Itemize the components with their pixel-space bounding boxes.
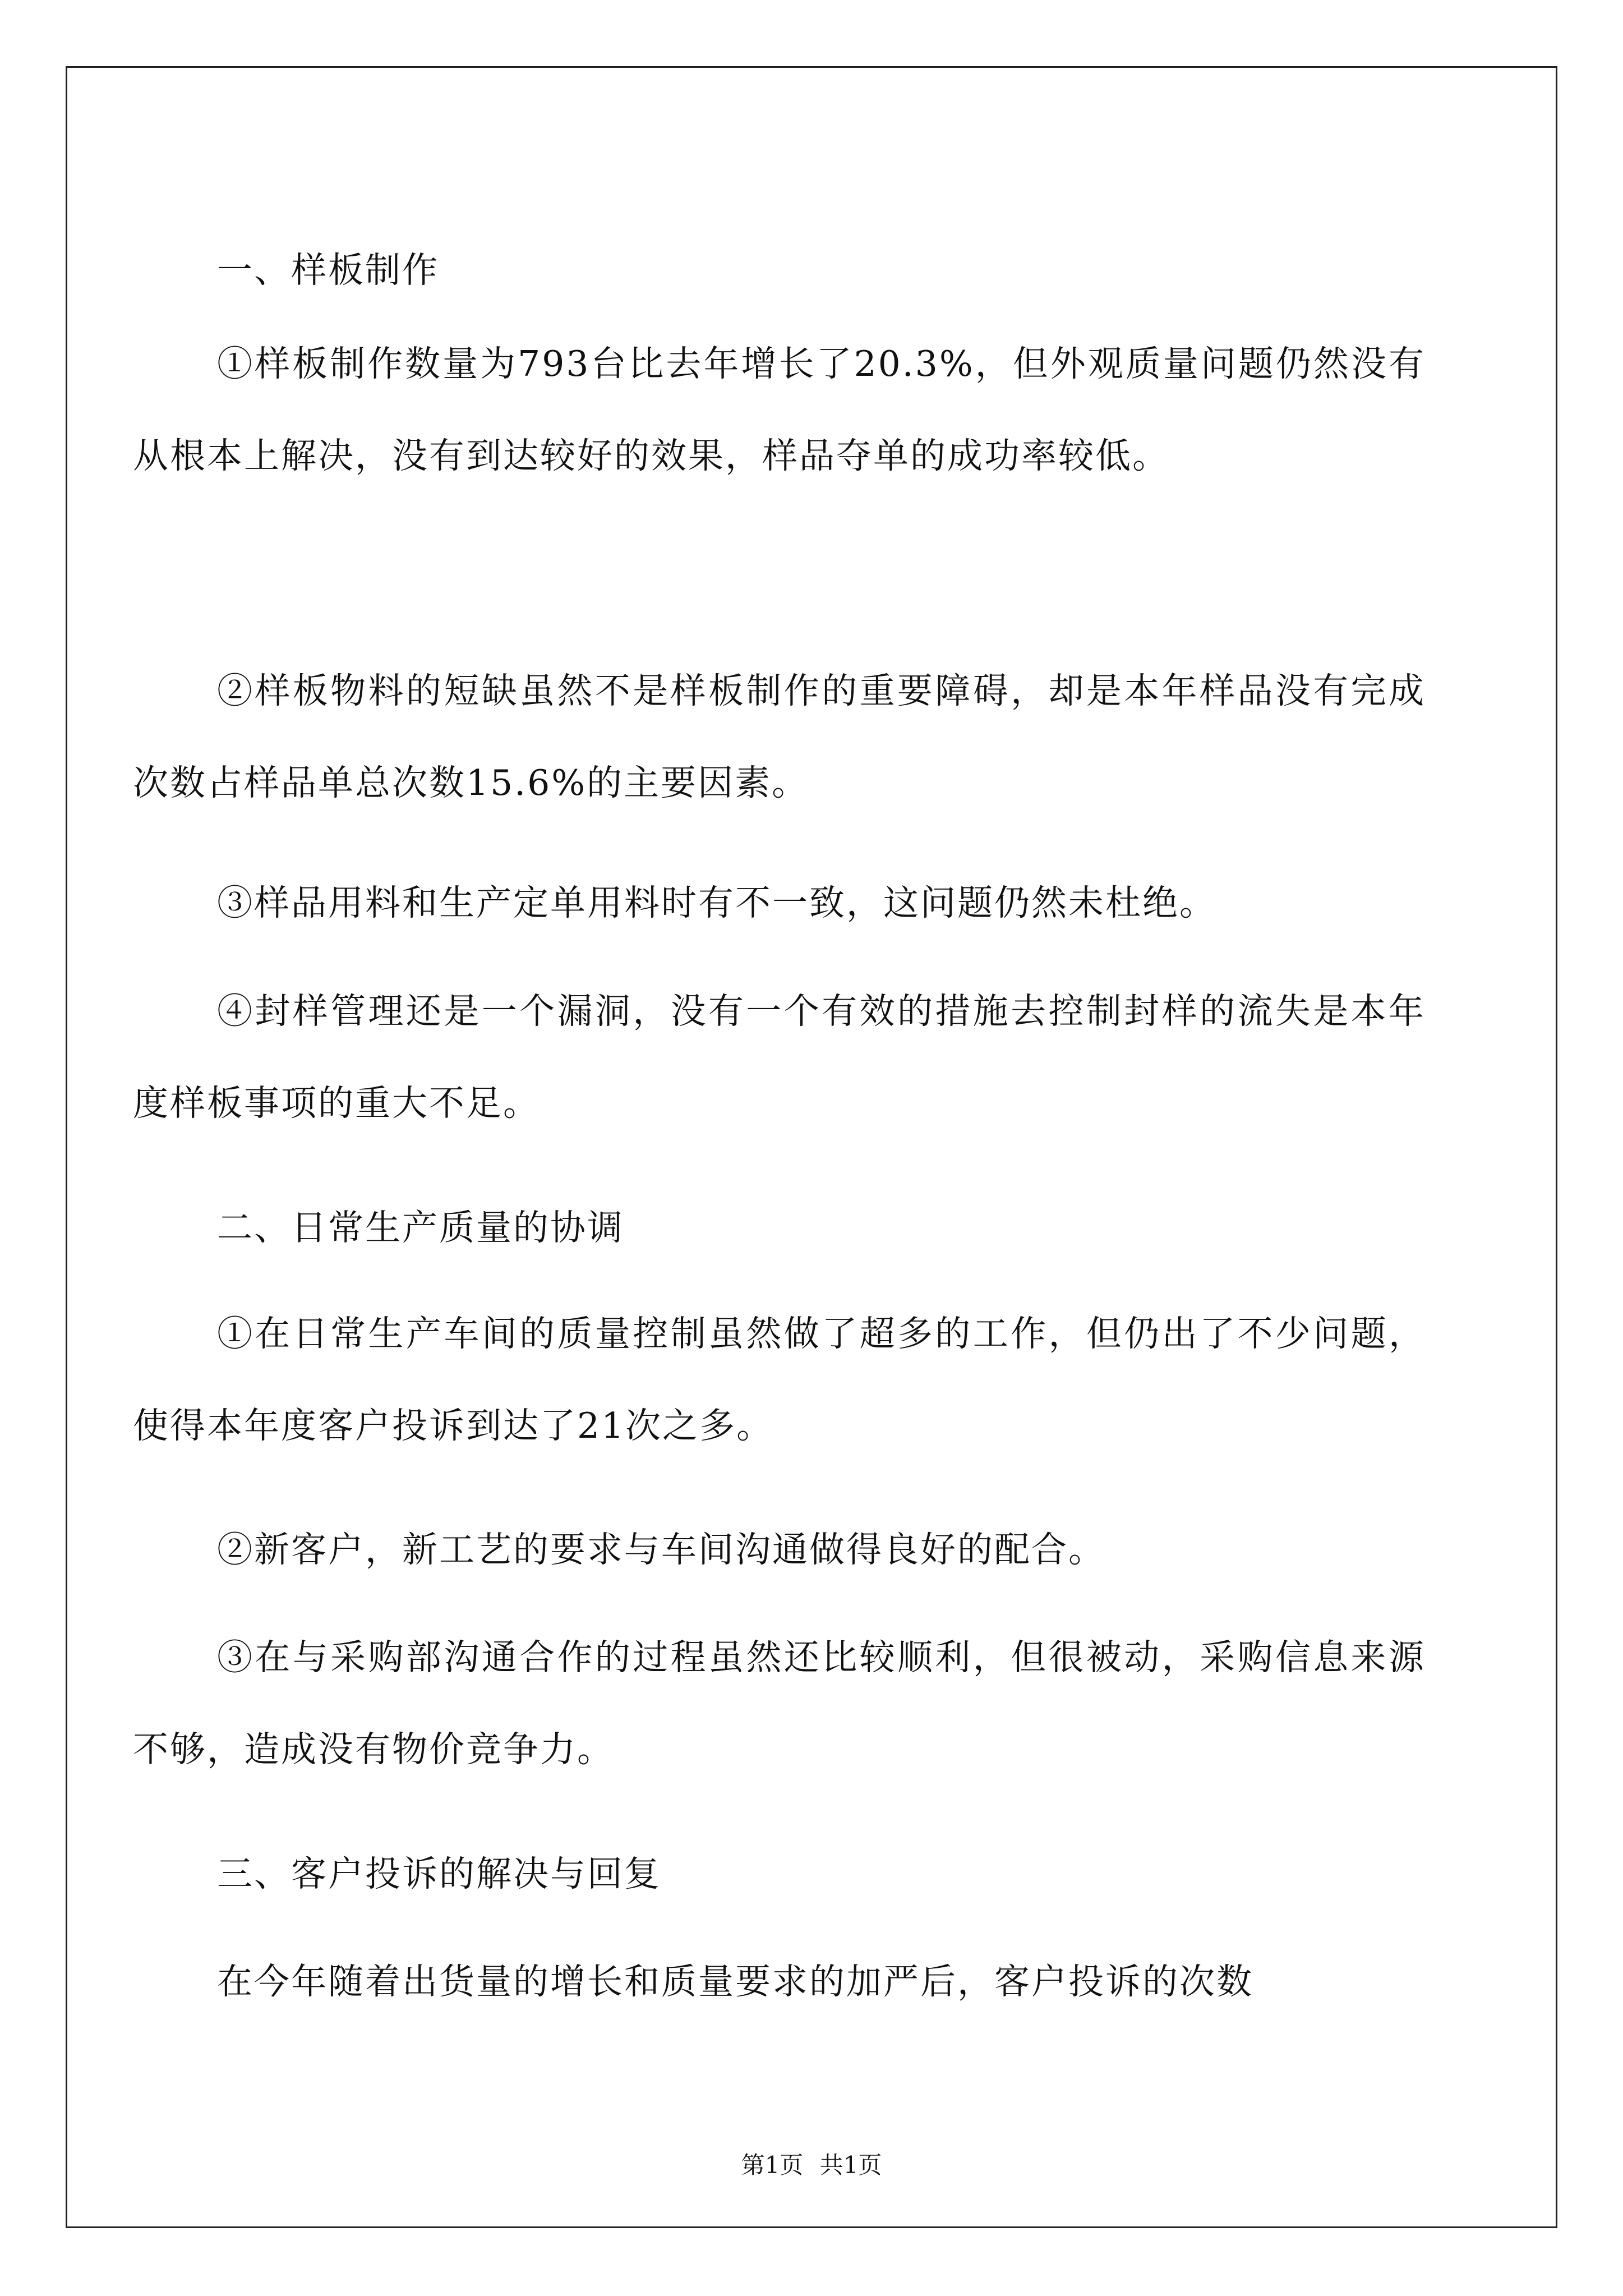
heading-customer-complaints: 三、客户投诉的解决与回复 [217,1853,661,1894]
page-total: 共1页 [819,2151,882,2179]
paragraph-complaints-intro: 在今年随着出货量的增长和质量要求的加严后，客户投诉的次数 [217,1961,1253,2002]
page-number: 第1页 [741,2151,804,2179]
paragraph-sample-quantity: ①样板制作数量为793台比去年增长了20.3%，但外观质量问题仍然没有从根本上解决，没有到达较好的效果，样品夺单的成功率较低。 [133,343,1426,476]
paragraph-new-customers: ②新客户，新工艺的要求与车间沟通做得良好的配合。 [217,1529,1105,1570]
page-footer [0,2148,1623,2182]
paragraph-quality-control: ①在日常生产车间的质量控制虽然做了超多的工作，但仍出了不少问题，使得本年度客户投诉到达了21次之多。 [133,1313,1426,1446]
paragraph-material-shortage: ②样板物料的短缺虽然不是样板制作的重要障碍，却是本年样品没有完成次数占样品单总次数15.6%的主要因素。 [133,670,1426,803]
heading-sample-making: 一、样板制作 [217,250,439,291]
paragraph-material-consistency: ③样品用料和生产定单用料时有不一致，这问题仍然未杜绝。 [217,882,1216,923]
heading-daily-production: 二、日常生产质量的协调 [217,1207,624,1248]
paragraph-purchasing: ③在与采购部沟通合作的过程虽然还比较顺利，但很被动，采购信息来源不够，造成没有物价竞争力。 [133,1637,1426,1770]
paragraph-seal-management: ④封样管理还是一个漏洞，没有一个有效的措施去控制封样的流失是本年度样板事项的重大不足。 [133,991,1426,1124]
